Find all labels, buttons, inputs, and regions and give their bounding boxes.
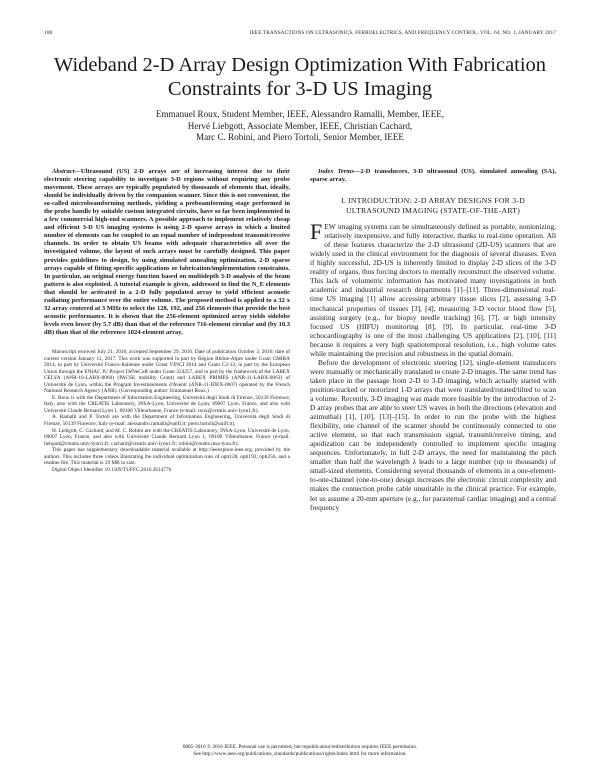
author-line-1: Emmanuel Roux, Student Member, IEEE, Alessandro Ramalli, Member, IEEE, (155, 109, 445, 119)
abstract-text: —Ultrasound (US) 2-D arrays are of increasing interest due to their electronic steering capability to investigate 3-D regions without requiring any probe movement. These arrays are typically populated by thousands of elements that, ideally, should be individually driven by the companion scanner. Since this is not convenient, the so-called microbeamforming methods, yielding a preboamforming stage performed in the probe handle by suitable custom integrated circuits, have so far been implemented in a few commercial high-end scanners. A possible approach to implement relatively cheap and efficient 3-D US imaging systems is using 2-D sparse arrays in which a limited number of elements can be coupled to an equal number of independent transmit/receive channels. In order to obtain US beams with adequate characteristics all over the investigated volume, the layout of such arrays must be carefully designed. This paper provides guidelines to design, by using simulated annealing optimization, 2-D sparse arrays capable of fitting specific applications or fabrication/implementation constraints. In particular, an original energy function based on multidepth 3-D analysis of the beam pattern is also exploited. A tutorial example is given, addressed to find the N_E elements that should be activated in a 2-D fully populated array to yield efficient acoustic radiating performance over the entire volume. The proposed method is applied to a 32 x 32 array centered at 3 MHz to select the 128, 192, and 256 elements that provide the best acoustic performance. It is shown that the 256-element optimized array yields sidelobe levels even lower (by 5.7 dB) than that of the reference 716-element circular and (by 10.3 dB) than that of the reference 1024-element array. (44, 168, 290, 336)
left-column (44, 168, 290, 473)
intro-paragraph-2: Before the development of electronic steering [12], single-element transducers were manually or mechanically translated to create 2-D images. The same trend has taken place in the passage from 2-D to 3-D imaging, which actually started with position-tracked or motorized 1-D arrays that were translated/rotated/tilted to scan a volume. Recently, 3-D imaging was made more feasible by the introduction of 2-D array probes that are able to steer US waves in both the directions (elevation and azimuthal) [1], [10], [13]–[15]. In order to run the probe with the highest flexibility, one channel of the scanner should be continuously connected to one active element, so that each transmission signal, transmit/receive timing, and apodization can be independently controlled to implement specific imaging sequences. Unfortunately, in full 2-D arrays, the need for maintaining the pitch smaller than half the wavelength λ leads to a large number (up to thousands) of small-sized elements. Considering several thousands of elements in a one-element-to-one-channel (one-to-one) design increases the electronic circuit complexity and makes the connection probe cable unsuitable in the clinical practice. For example, let us assume a 20-mm aperture (e.g., for parasternal cardiac imaging) and a central frequency (310, 357, 556, 512)
section-heading (310, 196, 556, 216)
right-column (310, 168, 556, 512)
author-line-2: Hervé Liebgott, Associate Member, IEEE, Christian Cachard, (187, 120, 413, 131)
index-terms (310, 168, 556, 184)
intro-paragraph-1-text: EW imaging systems can be simultaneously defined as portable, nonionizing, relatively inexpensive, and fully interactive, thanks to real-time operation. All of these features characterize the 2-D ultrasound (2D-US) scanners that are widely used in the clinical environment for the diagnosis of several diseases. Even if highly successful, 2D-US is inherently limited to display 2-D slices of the 3-D reality of organs, thus forcing doctors to mentally reconstruct the observed volume. This lack of volumetric information has motivated many investigations in both academic and industrial research departments [1]–[11]. Three-dimensional real-time US imaging [1] allow accessing arbitrary tissue slices [2], assessing 3-D mechanical properties of tissues [3], [4], measuring 3-D vector blood flow [5], assisting surgery (e.g., for biopsy needle tracking) [6], [7], or high intensity focused US (HIFU) monitoring [8], [9]. In particular, real-time 3-D echocardiography is one of the most challenging US applications [2], [10], [11] because it requires a very high spatiotemporal resolution, i.e., high volume rates while maintaining the precision and robustness in the spatial domain. (310, 222, 556, 358)
section-heading-line-1: I. INTRODUCTION: 2-D ARRAY DESIGNS FOR 3-D (341, 196, 525, 206)
section-heading-line-2: ULTRASOUND IMAGING (STATE-OF-THE-ART) (345, 206, 521, 216)
running-head (44, 30, 556, 40)
paper-title: Wideband 2-D Array Design Optimization With Fabrication Constraints for 3-D US Imaging (53, 54, 547, 100)
copyright-note (44, 744, 556, 758)
page-number: 108 (44, 30, 53, 36)
copyright-line-1: 0885-3010 © 2016 IEEE. Personal use is permitted, but republication/redistribution requires IEEE permission. (182, 744, 418, 750)
footnote-supplementary: This paper has supplementary downloadable material available at http://ieeexplore.ieee.org, provided by the authors. This includes three videos illustrating the individual optimization runs of opti128, opti192, opti256, and a readme file. This material is 19 MB in size. (44, 447, 290, 467)
footnote-affiliation-creatis: H. Liebgott, C. Cachard, and M. C. Robini are with the CREATIS Laboratory, INSA-Lyon, Université de Lyon, 69007 Lyon, France, and also with Université Claude Bernard Lyon 1, 69100 Villeurbanne, France (e-mail: liebgott@creatis.univ-lyon1.fr; cachard@creatis.univ-lyon1.fr; robini@creatis.insa-lyon.fr). (44, 427, 290, 447)
author-line-3: Marc C. Robini, and Piero Tortoli, Senior Member, IEEE (196, 132, 404, 142)
footnote-doi: Digital Object Identifier 10.1109/TUFFC.2016.2614776 (52, 466, 172, 473)
index-terms-label: Index Terms (318, 168, 354, 175)
abstract (44, 168, 290, 337)
abstract-label: Abstract (52, 168, 75, 175)
intro-paragraph-1 (310, 219, 556, 358)
footnote-block (44, 346, 290, 473)
index-terms-text: —2-D transducers, 3-D ultrasound (US), simulated annealing (SA), sparse array. (310, 168, 557, 184)
copyright-line-2: See http://www.ieee.org/publications_standards/publications/rights/index.html for more information. (193, 750, 407, 757)
footnote-affiliation-roux: E. Roux is with the Department of Information Engineering, Università degli Studi di Firenze, 50139 Florence, Italy, also with the CREATIS Laboratory, INSA-Lyon, Université de Lyon, 69007 Lyon, France, and also with Université Claude Bernard Lyon 1, 69100 Villeurbanne, France (e-mail: roux@creatis.univ-lyon1.fr). (44, 394, 290, 414)
drop-cap: F (310, 219, 323, 245)
author-list (60, 109, 540, 144)
footnote-manuscript: Manuscript received July 21, 2016; accepted September 29, 2016. Date of publication October 3, 2016; date of current version January 11, 2017. This work was supported in part by Région Rhône-Alpes under Grant CMIRA 2014, in part by Université Franco-Italienne under Grant VINCI 2014 and Grant C2-13, in part by the European Union through the ENIAC JU Project DeNeCoR under Grant 324257, and in part by the framework of the LABEX CELYA (ANR-10-LABX-0060) (PACSE mobility Grant) and LABEX PRIMES (ANR-11-LABX-0063) of Université de Lyon, within the Program Investissements d'Avenir (ANR-11-IDEX-0007) operated by the French National Research Agency (ANR). (Corresponding author: Emmanuel Roux.) (44, 348, 290, 395)
journal-header: IEEE TRANSACTIONS ON ULTRASONICS, FERROELECTRICS, AND FREQUENCY CONTROL, VOL. 64, NO. 1, JANUARY 2017 (249, 30, 556, 36)
footnote-affiliation-ramalli-tortoli: A. Ramalli and P. Tortoli are with the Department of Information Engineering, Università degli Studi di Firenze, 50139 Florence, Italy (e-mail: alessandro.ramalli@unifi.it; piero.tortoli@unifi.it). (44, 414, 290, 427)
